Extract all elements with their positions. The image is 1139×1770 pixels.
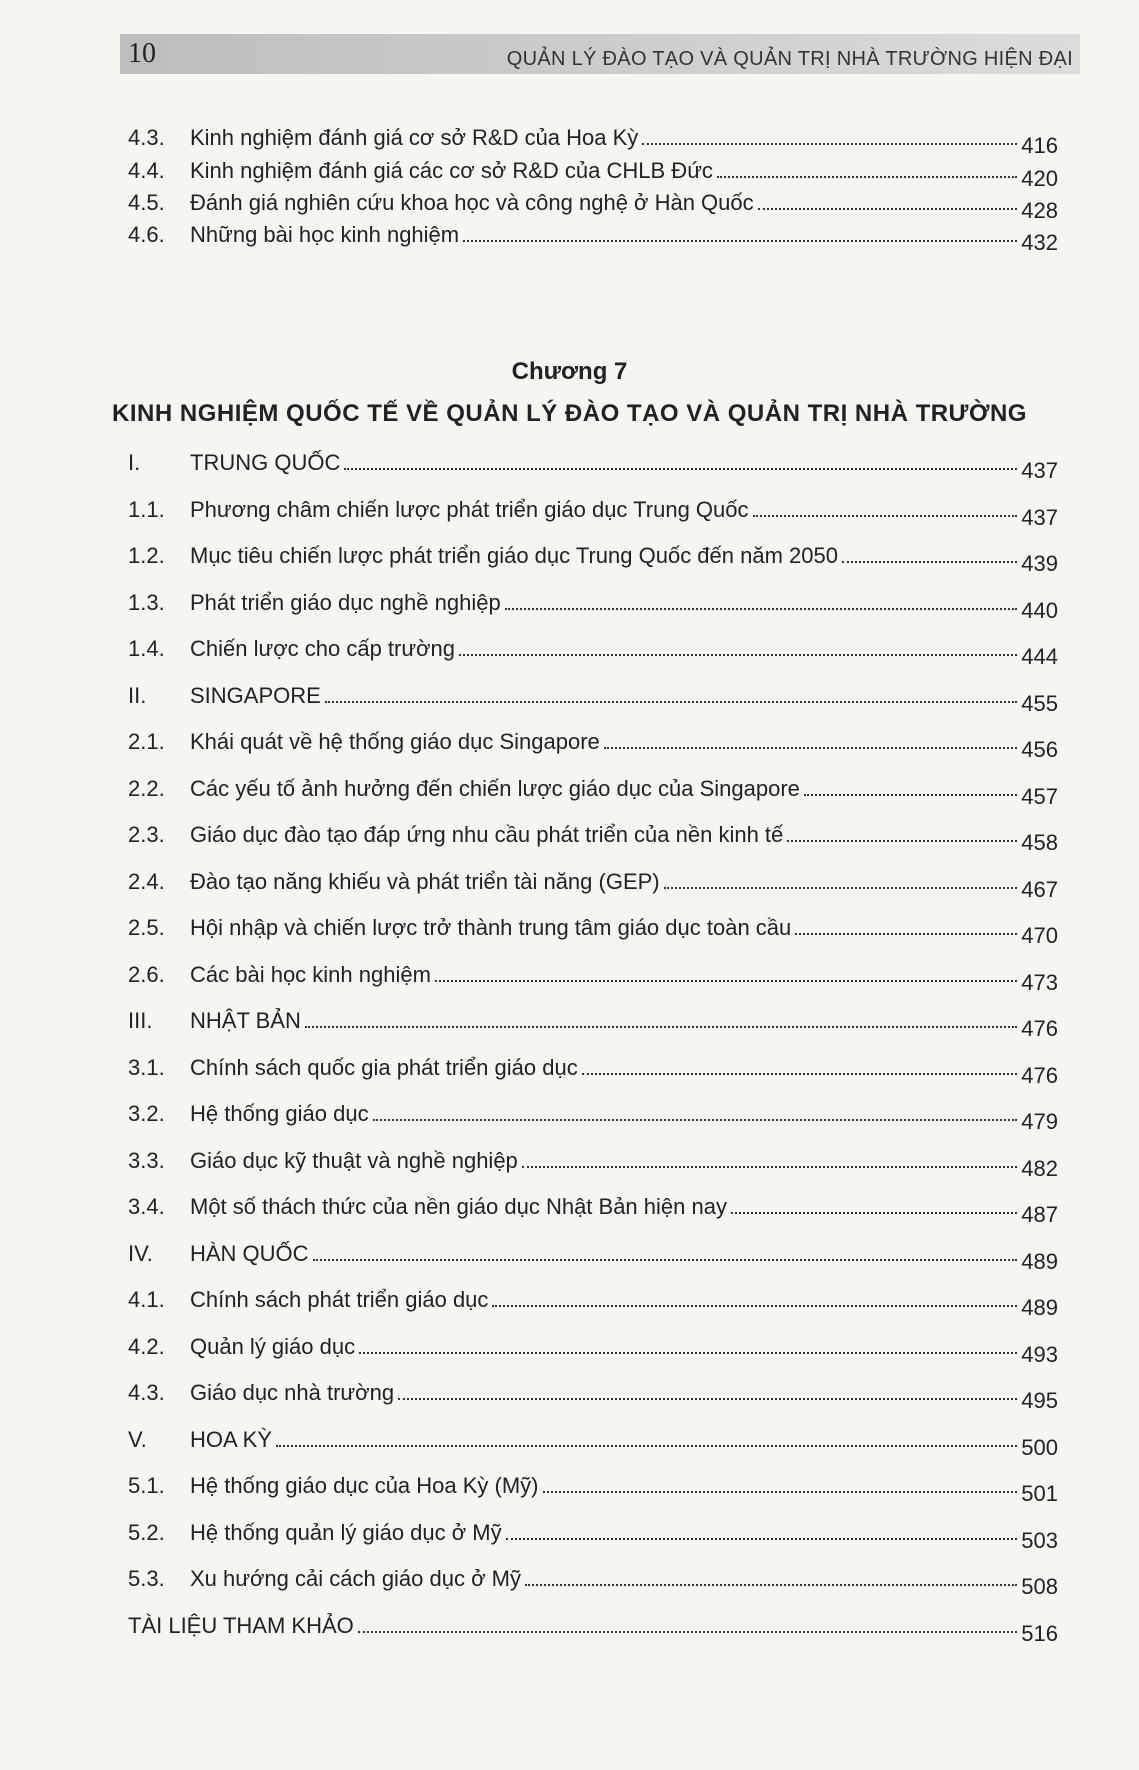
toc-entry-number: 1.2. (128, 543, 165, 568)
toc-entry (128, 180, 1058, 223)
toc-entry-number: 2.4. (128, 869, 165, 894)
toc-entry (128, 673, 1058, 716)
toc-entry-page: 416 (1021, 133, 1058, 158)
toc-entry-page: 455 (1021, 691, 1058, 716)
dot-leader (305, 1026, 1017, 1028)
dot-leader (373, 1119, 1018, 1121)
toc-entry-title: Các yếu tố ảnh hưởng đến chiến lược giáo dục của Singapore (190, 776, 800, 801)
toc-entry-number: 5.2. (128, 1520, 165, 1545)
toc-entry-number: 3.2. (128, 1101, 165, 1126)
dot-leader (505, 608, 1018, 610)
toc-entry-number: 4.5. (128, 190, 165, 215)
toc-entry-page: 420 (1021, 166, 1058, 191)
toc-entry-number: 2.2. (128, 776, 165, 801)
dot-leader (731, 1212, 1017, 1214)
toc-entry (128, 719, 1058, 762)
toc-entry-number: 2.1. (128, 729, 165, 754)
toc-entry (128, 952, 1058, 995)
chapter-title: KINH NGHIỆM QUỐC TẾ VỀ QUẢN LÝ ĐÀO TẠO VÀ QUẢN TRỊ NHÀ TRƯỜNG (112, 400, 1027, 427)
toc-entry-title: Những bài học kinh nghiệm (190, 222, 460, 247)
toc-entry-page: 479 (1021, 1109, 1058, 1134)
toc-entry-title: Hệ thống quản lý giáo dục ở Mỹ (190, 1520, 502, 1545)
toc-entry-number: II. (128, 683, 147, 708)
toc-entry-number: V. (128, 1427, 147, 1452)
dot-leader (522, 1166, 1017, 1168)
toc-entry-title: TRUNG QUỐC (190, 450, 341, 475)
toc-entry-title: Mục tiêu chiến lược phát triển giáo dục Trung Quốc đến năm 2050 (190, 543, 838, 568)
toc-entry-title: Phát triển giáo dục nghề nghiệp (190, 590, 501, 615)
toc-entry (128, 1324, 1058, 1367)
toc-entry (128, 998, 1058, 1041)
dot-leader (664, 887, 1018, 889)
toc-entry-page: 503 (1021, 1528, 1058, 1553)
toc-entry-title: HOA KỲ (190, 1427, 272, 1452)
dot-leader (398, 1398, 1017, 1400)
dot-leader (604, 747, 1018, 749)
toc-entry (128, 1510, 1058, 1553)
chapter-label: Chương 7 (511, 358, 628, 385)
toc-entry-title: Đánh giá nghiên cứu khoa học và công nghệ ở Hàn Quốc (190, 190, 754, 215)
toc-entry-title: Hệ thống giáo dục (190, 1101, 369, 1126)
toc-entry-title: Khái quát về hệ thống giáo dục Singapore (190, 729, 600, 754)
toc-entry (128, 1463, 1058, 1506)
dot-leader (795, 933, 1017, 935)
toc-entry-page: 444 (1021, 644, 1058, 669)
toc-entry-page: 470 (1021, 923, 1058, 948)
dot-leader (463, 240, 1017, 242)
toc-entry (128, 1556, 1058, 1599)
dot-leader (717, 176, 1017, 178)
toc-entry-title: Kinh nghiệm đánh giá các cơ sở R&D của CHLB Đức (190, 158, 713, 183)
dot-leader (506, 1538, 1018, 1540)
toc-entry-title: Chính sách quốc gia phát triển giáo dục (190, 1055, 578, 1080)
toc-entry-page: 489 (1021, 1249, 1058, 1274)
dot-leader (758, 208, 1018, 210)
toc-entry-number: 2.3. (128, 822, 165, 847)
page-number: 10 (128, 38, 156, 69)
toc-entry-title: Quản lý giáo dục (190, 1334, 356, 1359)
toc-entry-number: 3.1. (128, 1055, 165, 1080)
toc-entry-number: 4.6. (128, 222, 165, 247)
toc-entry-number: 5.1. (128, 1473, 165, 1498)
dot-leader (492, 1305, 1017, 1307)
toc-entry (128, 1184, 1058, 1227)
toc-entry-page: 495 (1021, 1388, 1058, 1413)
dot-leader (753, 515, 1018, 517)
toc-entry-title: Hệ thống giáo dục của Hoa Kỳ (Mỹ) (190, 1473, 539, 1498)
toc-entry-page: 493 (1021, 1342, 1058, 1367)
dot-leader (276, 1445, 1017, 1447)
toc-entry-title: Giáo dục kỹ thuật và nghề nghiệp (190, 1148, 518, 1173)
toc-entry-number: 1.4. (128, 636, 165, 661)
toc-entry-number: 1.1. (128, 497, 165, 522)
dot-leader (313, 1259, 1018, 1261)
toc-entry (128, 1231, 1058, 1274)
toc-entry-title: Giáo dục đào tạo đáp ứng nhu cầu phát triển của nền kinh tế (190, 822, 784, 847)
running-title: QUẢN LÝ ĐÀO TẠO VÀ QUẢN TRỊ NHÀ TRƯỜNG HIỆN ĐẠI (506, 48, 1073, 70)
toc-entry-page: 428 (1021, 198, 1058, 223)
toc-entry-number: IV. (128, 1241, 153, 1266)
toc-entry-title: TÀI LIỆU THAM KHẢO (128, 1613, 354, 1638)
toc-entry (128, 533, 1058, 576)
toc-entry (128, 487, 1058, 530)
toc-entry (128, 212, 1058, 255)
toc-entry (128, 1045, 1058, 1088)
toc-entry-number: 4.2. (128, 1334, 165, 1359)
toc-entry-page: 456 (1021, 737, 1058, 762)
toc-entry (128, 440, 1058, 483)
toc-entry-page: 439 (1021, 551, 1058, 576)
toc-entry (128, 766, 1058, 809)
toc-entry-title: HÀN QUỐC (190, 1241, 309, 1266)
toc-entry-number: III. (128, 1008, 153, 1033)
dot-leader (543, 1491, 1018, 1493)
toc-entry-title: NHẬT BẢN (190, 1008, 301, 1033)
toc-entry-number: 4.3. (128, 125, 165, 150)
dot-leader (325, 701, 1017, 703)
toc-entry-number: 4.4. (128, 158, 165, 183)
toc-entry-page: 487 (1021, 1202, 1058, 1227)
toc-entry-page: 437 (1021, 505, 1058, 530)
dot-leader (459, 654, 1017, 656)
toc-entry-number: 4.3. (128, 1380, 165, 1405)
toc-entry (128, 859, 1058, 902)
toc-entry-number: 3.4. (128, 1194, 165, 1219)
toc-entry-title: Chính sách phát triển giáo dục (190, 1287, 489, 1312)
dot-leader (344, 468, 1017, 470)
toc-entry-title: Phương châm chiến lược phát triển giáo dục Trung Quốc (190, 497, 749, 522)
toc-entry-number: 1.3. (128, 590, 165, 615)
toc-entry-page: 482 (1021, 1156, 1058, 1181)
toc-entry-page: 458 (1021, 830, 1058, 855)
toc-entry (128, 905, 1058, 948)
toc-entry-page: 516 (1021, 1621, 1058, 1646)
toc-entry-page: 501 (1021, 1481, 1058, 1506)
toc-entry (128, 1277, 1058, 1320)
toc-entry (128, 580, 1058, 623)
toc-entry-page: 476 (1021, 1016, 1058, 1041)
toc-entry-page: 457 (1021, 784, 1058, 809)
toc-entry (128, 812, 1058, 855)
dot-leader (435, 980, 1017, 982)
toc-entry-page: 437 (1021, 458, 1058, 483)
dot-leader (359, 1352, 1017, 1354)
toc-entry-page: 440 (1021, 598, 1058, 623)
toc-entry-page: 467 (1021, 877, 1058, 902)
toc-entry (128, 1091, 1058, 1134)
toc-entry (128, 1370, 1058, 1413)
toc-entry-title: Xu hướng cải cách giáo dục ở Mỹ (190, 1566, 521, 1591)
toc-entry-number: 4.1. (128, 1287, 165, 1312)
dot-leader (804, 794, 1017, 796)
dot-leader (642, 143, 1017, 145)
toc-entry-title: Chiến lược cho cấp trường (190, 636, 455, 661)
dot-leader (358, 1631, 1018, 1633)
toc-entry-page: 476 (1021, 1063, 1058, 1088)
toc-entry-title: Kinh nghiệm đánh giá cơ sở R&D của Hoa Kỳ (190, 125, 639, 150)
toc-entry-number: I. (128, 450, 141, 475)
dot-leader (842, 561, 1017, 563)
toc-entry-references (128, 1603, 1058, 1646)
toc-entry-title: SINGAPORE (190, 683, 321, 708)
toc-entry-title: Giáo dục nhà trường (190, 1380, 395, 1405)
toc-entry (128, 1138, 1058, 1181)
toc-entry (128, 115, 1058, 158)
dot-leader (582, 1073, 1018, 1075)
toc-entry (128, 626, 1058, 669)
toc-entry-title: Một số thách thức của nền giáo dục Nhật Bản hiện nay (190, 1194, 727, 1219)
toc-entry-number: 3.3. (128, 1148, 165, 1173)
toc-entry-number: 2.5. (128, 915, 165, 940)
toc-entry-page: 473 (1021, 970, 1058, 995)
dot-leader (787, 840, 1017, 842)
toc-entry (128, 148, 1058, 191)
toc-entry-page: 500 (1021, 1435, 1058, 1460)
toc-entry-number: 5.3. (128, 1566, 165, 1591)
toc-entry-title: Hội nhập và chiến lược trở thành trung tâm giáo dục toàn cầu (190, 915, 792, 940)
toc-entry-number: 2.6. (128, 962, 165, 987)
toc-entry-page: 432 (1021, 230, 1058, 255)
toc-entry-page: 508 (1021, 1574, 1058, 1599)
toc-entry-title: Các bài học kinh nghiệm (190, 962, 431, 987)
toc-entry-page: 489 (1021, 1295, 1058, 1320)
toc-entry (128, 1417, 1058, 1460)
dot-leader (525, 1584, 1017, 1586)
toc-entry-title: Đào tạo năng khiếu và phát triển tài năng (GEP) (190, 869, 660, 894)
